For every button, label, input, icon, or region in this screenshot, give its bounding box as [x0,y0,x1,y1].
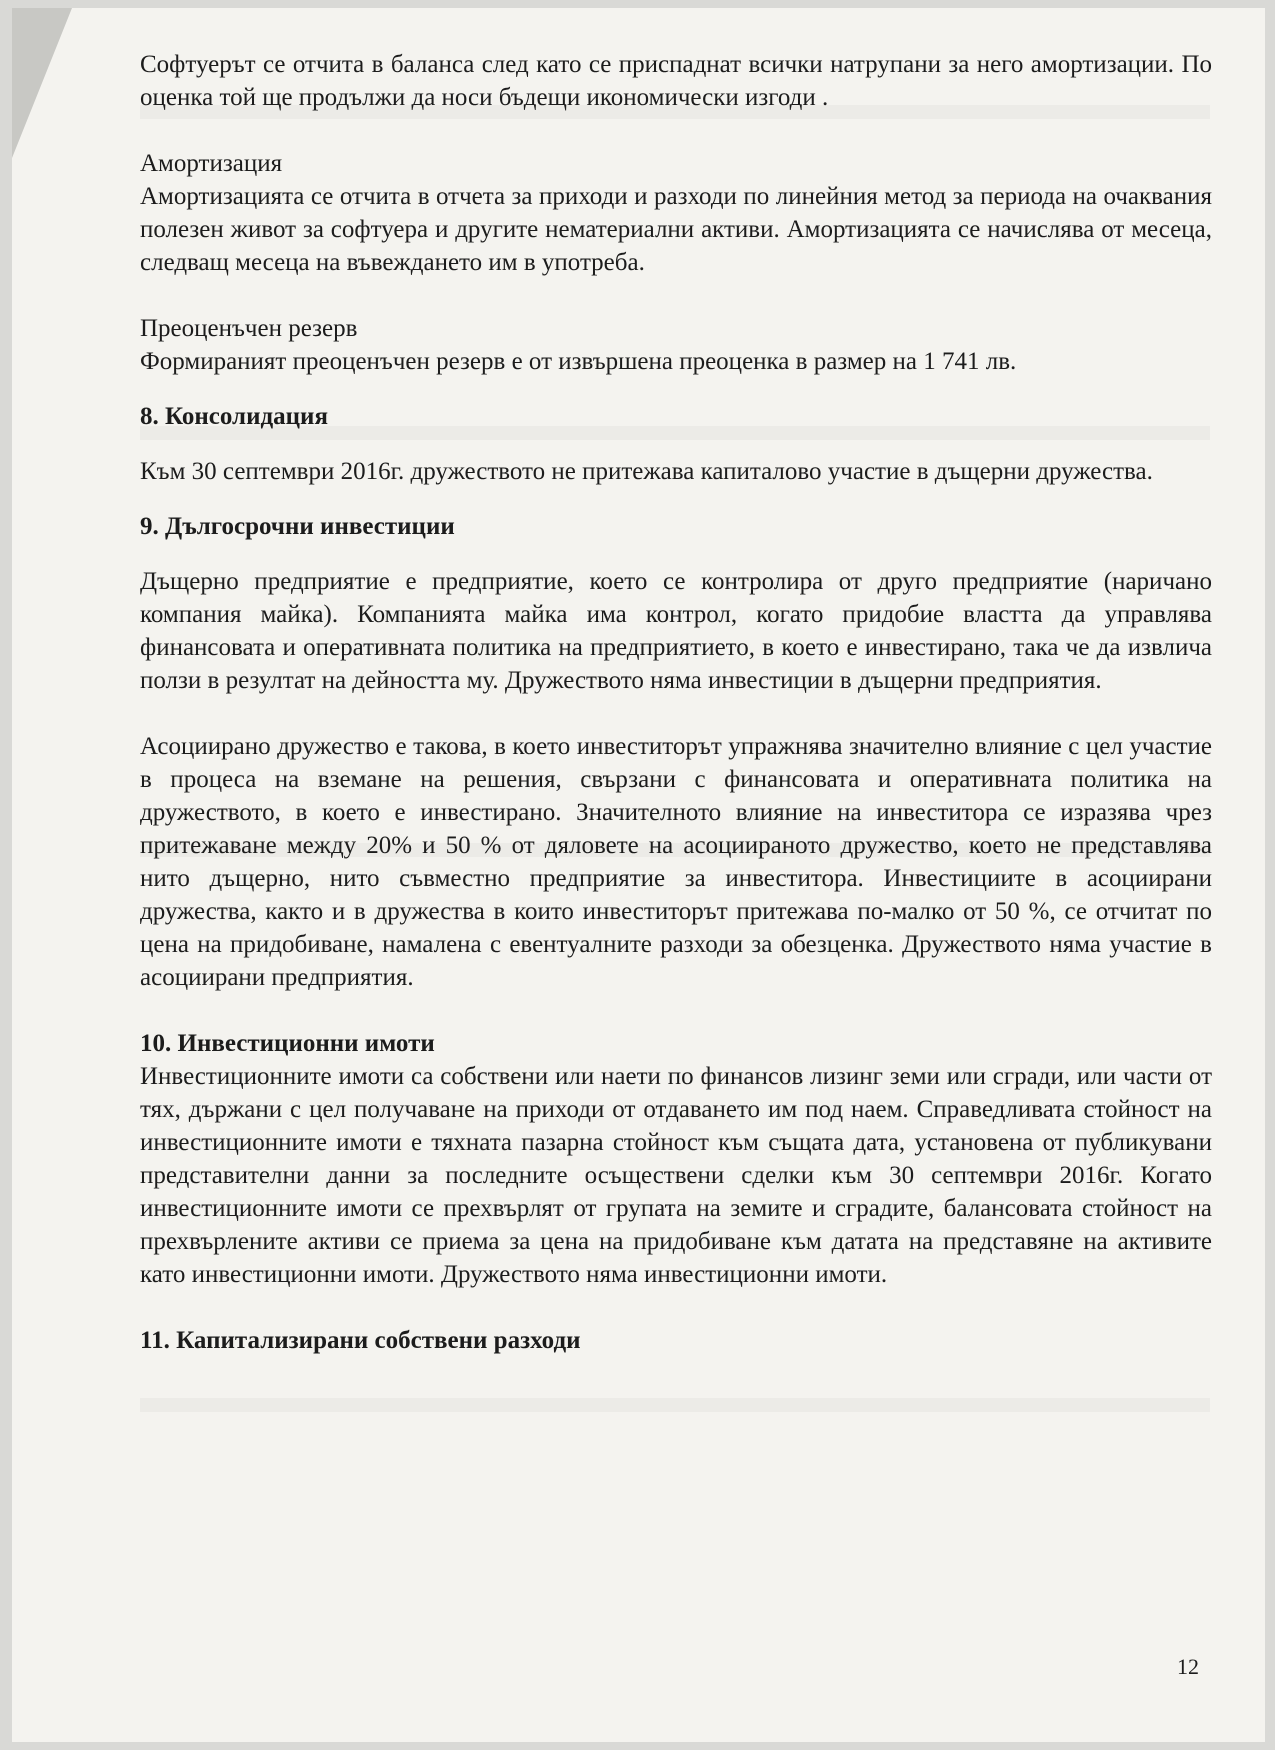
paragraph: Формираният преоценъчен резерв е от извършена преоценка в размер на 1 741 лв. [140,348,1017,375]
paragraph: Към 30 септември 2016г. дружеството не притежава капиталово участие в дъщерни дружества. [140,458,1153,485]
paragraph: Преоценъчен резерв [140,315,358,342]
paragraph: Асоциирано дружество е такова, в което инвеститорът упражнява значително влияние с цел участие в процеса на вземане на решения, свързани с финансовата и оперативната политика на дружеството, в което е инвестирано. Значителното влияние на инвеститора се изразява чрез притежаване между 20% и 50 % от дяловете на асоциираното дружество, което не представлява нито дъщерно, нито съвместно предприятие за инвеститора. Инвестициите в асоциирани дружества, както и в дружества в които инвеститорът притежава по-малко от 50 %, се отчитат по цена на придобиване, намалена с евентуалните разходи за обезценка. Дружеството няма участие в асоциирани предприятия. [140,733,1212,991]
section-heading: 10. Инвестиционни имоти [140,1030,435,1057]
folded-corner [12,8,72,158]
paragraph: Дъщерно предприятие е предприятие, което се контролира от друго предприятие (наричано компания майка). Компанията майка има контрол, когато придобие властта да управлява финансовата и оперативната политика на предприятието, в което е инвестирано, така че да извлича ползи в резултат на дейността му. Дружеството няма инвестиции в дъщерни предприятия. [140,568,1212,694]
paragraph: Амортизацията се отчита в отчета за приходи и разходи по линейния метод за периода на очаквания полезен живот за софтуера и другите нематериални активи. Амортизацията се начислява от месеца, следващ месеца на въвеждането им в употреба. [140,183,1212,276]
paragraph: Софтуерът се отчита в баланса след като се приспаднат всички натрупани за него амортизации. По оценка той ще продължи да носи бъдещи икономически изгоди . [140,51,1212,111]
paragraph: Инвестиционните имоти са собствени или наети по финансов лизинг земи или сгради, или части от тях, държани с цел получаване на приходи от отдаването им под наем. Справедливата стойност на инвестиционните имоти е тяхната пазарна стойност към същата дата, установена от публикувани представителни данни за последните осъществени сделки към 30 септември 2016г. Когато инвестиционните имоти се прехвърлят от групата на земите и сградите, балансовата стойност на прехвърлените активи се приема за цена на придобиване към датата на представяне на активите като инвестиционни имоти. Дружеството няма инвестиционни имоти. [140,1063,1212,1288]
show-through [140,1398,1210,1412]
document-page [12,8,1265,1742]
document-body [140,48,1212,1357]
page-number: 12 [1177,1654,1199,1679]
section-heading: 9. Дългосрочни инвестиции [140,513,455,540]
paragraph: Амортизация [140,150,283,177]
section-heading: 11. Капитализирани собствени разходи [140,1327,581,1354]
section-heading: 8. Консолидация [140,403,328,430]
